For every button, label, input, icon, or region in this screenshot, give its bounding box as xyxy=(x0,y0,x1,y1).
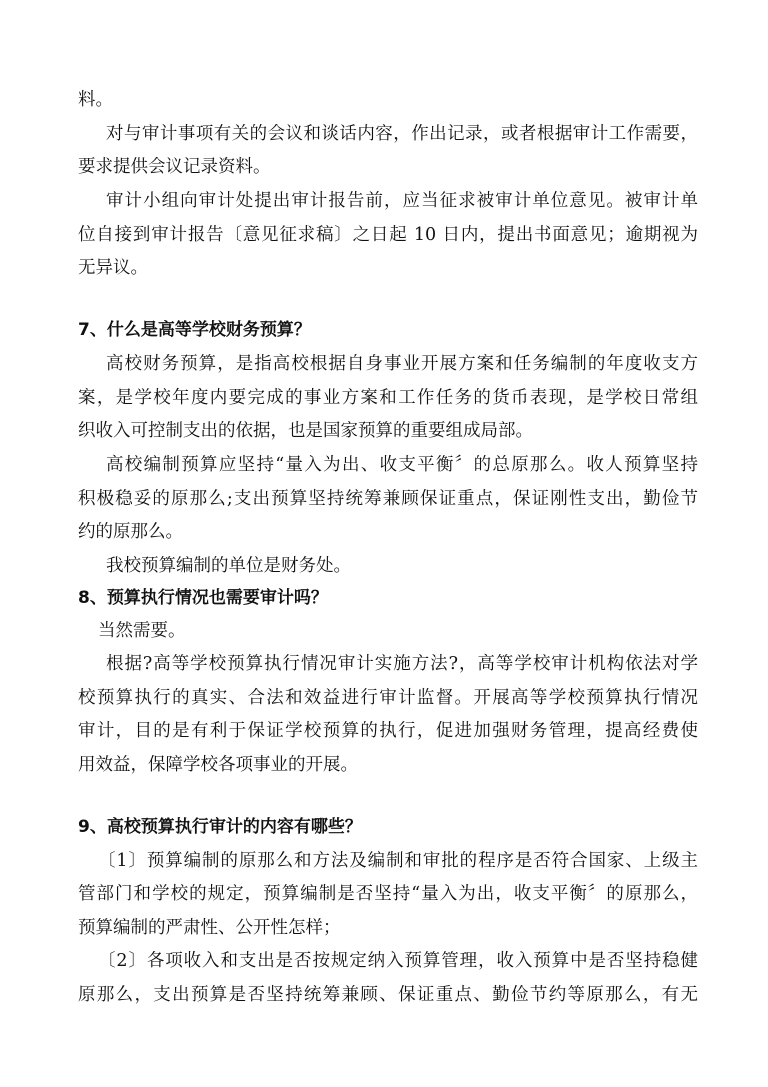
section-heading: 8、预算执行情况也需要审计吗？ xyxy=(78,588,328,608)
section-heading: 7、什么是高等学校财务预算？ xyxy=(78,320,311,340)
paragraph-line: 对与审计事项有关的会议和谈话内容，作出记录，或者根据审计工作需要， xyxy=(106,124,698,144)
paragraph-line: 管部门和学校的规定，预算编制是否坚持“量入为出，收支平衡〞的原那么， xyxy=(78,884,698,904)
paragraph-line: 织收入可控制支出的依据，也是国家预算的重要组成局部。 xyxy=(78,421,533,441)
paragraph-line: 无异议。 xyxy=(78,258,148,278)
paragraph-line: 积极稳妥的原那么;支出预算坚持统筹兼顾保证重点，保证刚性支出，勤俭节 xyxy=(78,489,698,509)
paragraph-line: 要求提供会议记录资料。 xyxy=(78,157,271,177)
paragraph-line: 位自接到审计报告〔意见征求稿〕之日起 10 日内，提出书面意见；逾期视为 xyxy=(78,225,698,245)
paragraph-line: 用效益，保障学校各项事业的开展。 xyxy=(78,755,358,775)
paragraph-line: 审计小组向审计处提出审计报告前，应当征求被审计单位意见。被审计单 xyxy=(106,191,698,211)
section-heading: 9、高校预算执行审计的内容有哪些？ xyxy=(78,817,362,837)
paragraph-line: 〔2〕各项收入和支出是否按规定纳入预算管理，收入预算中是否坚持稳健 xyxy=(98,951,698,971)
paragraph-line: 高校编制预算应坚持“量入为出、收支平衡〞的总原那么。收人预算坚持 xyxy=(106,455,698,475)
paragraph-line: 校预算执行的真实、合法和效益进行审计监督。开展高等学校预算执行情况 xyxy=(78,688,698,708)
paragraph-line: 审计，目的是有利于保证学校预算的执行，促进加强财务管理，提高经费使 xyxy=(78,721,698,741)
paragraph-line: 〔1〕预算编制的原那么和方法及编制和审批的程序是否符合国家、上级主 xyxy=(98,851,698,871)
paragraph-line: 原那么，支出预算是否坚持统筹兼顾、保证重点、勤俭节约等原那么，有无 xyxy=(78,985,698,1005)
paragraph-line: 根据?高等学校预算执行情况审计实施方法?，高等学校审计机构依法对学 xyxy=(106,654,698,674)
paragraph-line: 当然需要。 xyxy=(98,621,186,641)
paragraph-line: 料。 xyxy=(78,90,113,110)
paragraph-line: 高校财务预算，是指高校根据自身事业开展方案和任务编制的年度收支方 xyxy=(106,354,698,374)
paragraph-line: 我校预算编制的单位是财务处。 xyxy=(106,556,351,576)
paragraph-line: 案，是学校年度内要完成的事业方案和工作任务的货币表现，是学校日常组 xyxy=(78,388,698,408)
paragraph-line: 预算编制的严肃性、公开性怎样； xyxy=(78,918,341,938)
paragraph-line: 约的原那么。 xyxy=(78,522,183,542)
